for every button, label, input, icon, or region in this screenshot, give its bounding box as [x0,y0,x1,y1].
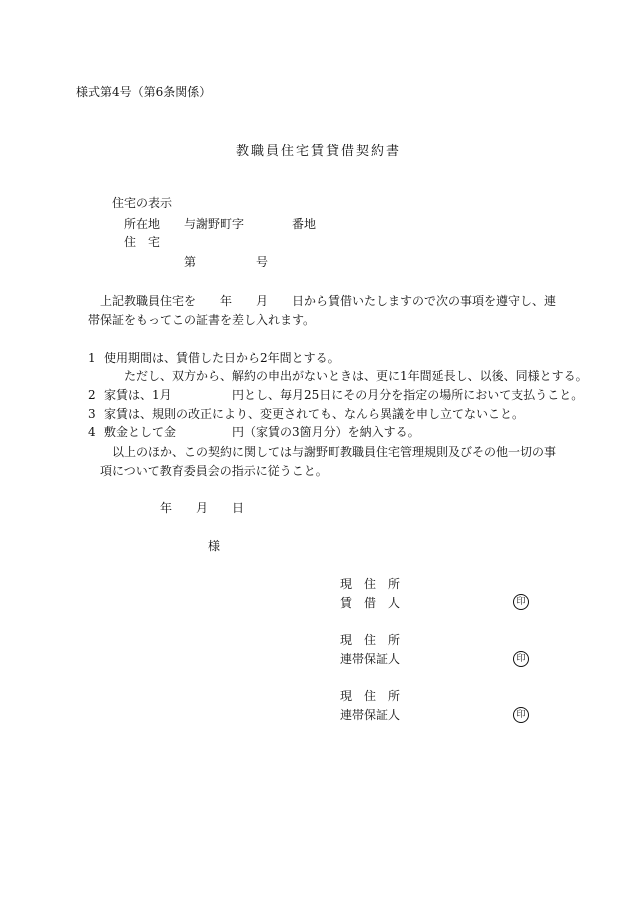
clause-2-text-b: 円とし、毎月25日にその月分を指定の場所において支払うこと。 [232,388,584,402]
house-label: 住 宅 [124,235,161,249]
clause-4-text-a: 敷金として金 [104,425,177,439]
intro-year: 年 [220,294,233,308]
document-title: 教職員住宅賃貸借契約書 [236,144,402,159]
signatory-1-address-label: 現 住 所 [340,577,401,591]
seal-icon: 印 [513,594,529,610]
clause-3-number: 3 [88,407,96,421]
intro-line2: 帯保証をもってこの証書を差し入れます。 [88,313,316,327]
clause-1-number: 1 [88,351,96,365]
clause-1-text: 使用期間は、賃借した日から2年間とする。 [104,351,340,365]
clause-4-text-b: 円（家賃の3箇月分）を納入する。 [232,425,420,439]
housing-heading: 住宅の表示 [112,196,173,210]
closing-line-2: 項について教育委員会の指示に従うこと。 [100,464,328,478]
house-number-prefix: 第 [184,255,197,269]
house-number-suffix: 号 [256,255,269,269]
intro-rest: 日から賃借いたしますので次の事項を遵守し、連 [292,294,557,308]
clause-4-number: 4 [88,425,96,439]
clause-2-text-a: 家賃は、1月 [104,388,172,402]
seal-icon: 印 [513,651,529,667]
date-year: 年 [160,501,173,515]
seal-icon: 印 [513,707,529,723]
clause-3-text: 家賃は、規則の改正により、変更されても、なんら異議を申し立てないこと。 [104,407,525,421]
signatory-2-role: 連帯保証人 [340,652,401,666]
location-suffix: 番地 [292,217,317,231]
intro-prefix: 上記教職員住宅を [100,294,197,308]
addressee-suffix: 様 [208,539,221,553]
location-town: 与謝野町字 [184,217,245,231]
closing-line-1: 以上のほか、この契約に関しては与謝野町教職員住宅管理規則及びその他一切の事 [112,445,557,459]
date-day: 日 [232,501,245,515]
date-month: 月 [196,501,209,515]
form-number: 様式第4号（第6条関係） [76,85,212,99]
clause-2-number: 2 [88,388,96,402]
intro-month: 月 [256,294,269,308]
signatory-3-role: 連帯保証人 [340,708,401,722]
signatory-2-address-label: 現 住 所 [340,633,401,647]
clause-1-continuation: ただし、双方から、解約の申出がないときは、更に1年間延長し、以後、同様とする。 [124,369,588,383]
signatory-3-address-label: 現 住 所 [340,689,401,703]
signatory-1-role: 賃 借 人 [340,596,401,610]
location-label: 所在地 [124,217,161,231]
